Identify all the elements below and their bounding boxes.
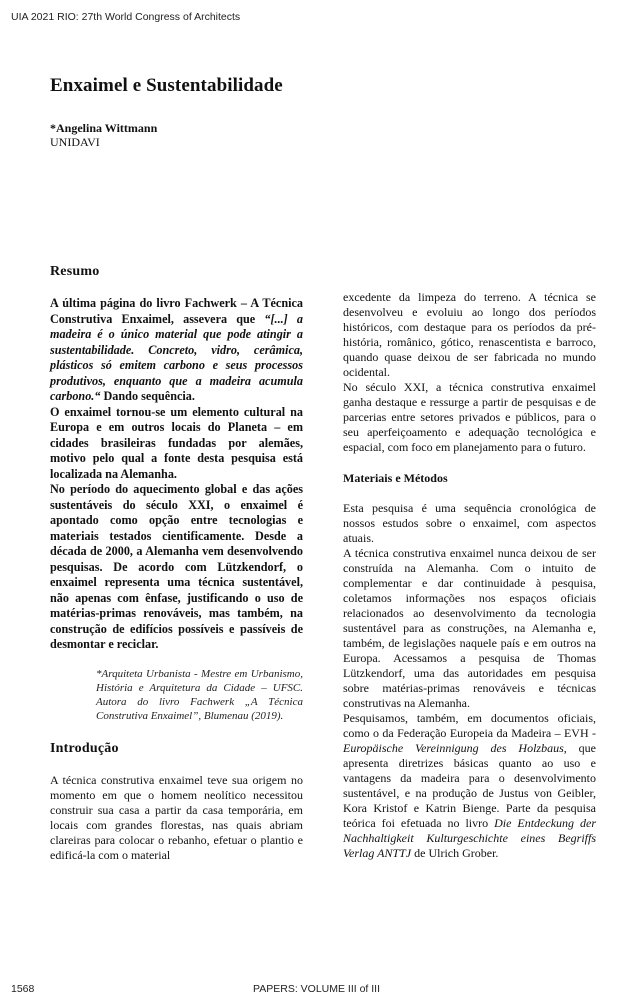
page-number: 1568 <box>11 983 35 995</box>
abstract <box>50 296 303 653</box>
body-paragraph: excedente da limpeza do terreno. A técnica se desenvolveu e evoluiu ao longo dos períodos históricos, com destaque para os períodos da pré-história, românico, gótico, renascentista e barroco, quando quase deixou de ser fabricada no mundo ocidental. <box>343 290 596 379</box>
body-paragraph: A técnica construtiva enxaimel nunca deixou de ser construída na Alemanha. Com o intuito de complementar e dar continuidade à pesquisa, coletamos informações nos espaços oficiais relacionados ao desenvolvimento da tecnologia sustentável para as construções, na Alemanha e, também, de legislações naquele país e em outros na Europa. Acessamos a pesquisa de Thomas Lützkendorf, uma das autoridades em pesquisa sobre matérias-primas renováveis e técnicas construtivas na Alemanha. <box>343 546 596 710</box>
body-paragraph: No século XXI, a técnica construtiva enxaimel ganha destaque e ressurge a partir de pesquisas e de parcerias entre setores privados e públicos, para o seu aperfeiçoamento e adequação tecnológica e espacial, com foco em planejamento para o futuro. <box>343 380 596 454</box>
body-text: Pesquisamos, também, em documentos oficiais, como o da Federação Europeia da Madeira – EVH - <box>343 711 596 740</box>
abstract-paragraph: No período do aquecimento global e das ações sustentáveis do século XXI, o enxaimel é apontado como opção entre tecnologias e materiais testados cientificamente. Desde a década de 2000, a Alemanha vem desenvolvendo pesquisas. De acordo com Lützkendorf, o enxaimel representa uma técnica sustentável, não apenas com ênfase, justificando o uso de matérias-primas renováveis, mas também, na construção de edifícios possíveis e passíveis de desmontar e reciclar. <box>50 482 303 651</box>
body-paragraph <box>343 711 596 861</box>
section-heading-materiais: Materiais e Métodos <box>343 471 448 485</box>
author-footnote: *Arquiteta Urbanista - Mestre em Urbanismo, História e Arquitetura da Cidade – UFSC. Autora do livro Fachwerk „A Técnica Construtiva Enxaimel”, Blumenau (2019). <box>96 667 303 723</box>
section-heading-resumo: Resumo <box>50 264 100 279</box>
body-paragraph: Esta pesquisa é uma sequência cronológica de nossos estudos sobre o enxaimel, com aspectos atuais. <box>343 501 596 545</box>
paper-title: Enxaimel e Sustentabilidade <box>50 75 283 96</box>
volume-footer: PAPERS: VOLUME III of III <box>253 983 381 995</box>
running-header: UIA 2021 RIO: 27th World Congress of Architects <box>11 11 241 23</box>
right-column <box>343 290 596 861</box>
body-italic: Europäische Vereinnigung des Holzbaus <box>343 741 564 755</box>
abstract-text: A última página do livro Fachwerk – A Técnica Construtiva Enxaimel, assevera que <box>50 296 303 326</box>
body-text: de Ulrich Grober. <box>411 846 499 860</box>
author-block <box>50 121 157 149</box>
body-paragraph: A técnica construtiva enxaimel teve sua origem no momento em que o homem neolítico necessitou construir sua casa a partir da casa temporária, em locais com grandes florestas, nas quais abriam clareiras para colocar o rebanho, efetuar o plantio e edificá-la com o material <box>50 773 303 863</box>
abstract-paragraph: O enxaimel tornou-se um elemento cultural na Europa e em outros locais do Planeta – em cidades brasileiras fundadas por alemães, motivo pelo qual a fonte desta pesquisa está localizada na Alemanha. <box>50 404 303 481</box>
author-affiliation: UNIDAVI <box>50 135 100 149</box>
section-heading-introducao: Introdução <box>50 741 119 757</box>
author-name: *Angelina Wittmann <box>50 121 158 135</box>
body-italic: Die Entdeckung der Nachhaltigkeit Kulturgeschichte eines Begriffs Verlag ANTTJ <box>343 816 596 860</box>
body-text: , que apresenta diretrizes básicas quanto ao uso e vantagens da madeira para o desenvolvimento sustentável, e na produção de Justus von Geibler, Kora Kristof e Katrin Bienge. Parte da pesquisa teórica foi efetuada no livro <box>343 741 597 830</box>
abstract-paragraph <box>50 296 303 405</box>
abstract-quote: “[...] a madeira é o único material que pode atingir a sustentabilidade. Concreto, vidro, cerâmica, plásticos só emitem carbono e seus processos produtivos, enquanto que a madeira acumula carbono.“ <box>50 311 303 403</box>
abstract-text: Dando sequência. <box>100 389 195 403</box>
left-column <box>50 264 303 863</box>
